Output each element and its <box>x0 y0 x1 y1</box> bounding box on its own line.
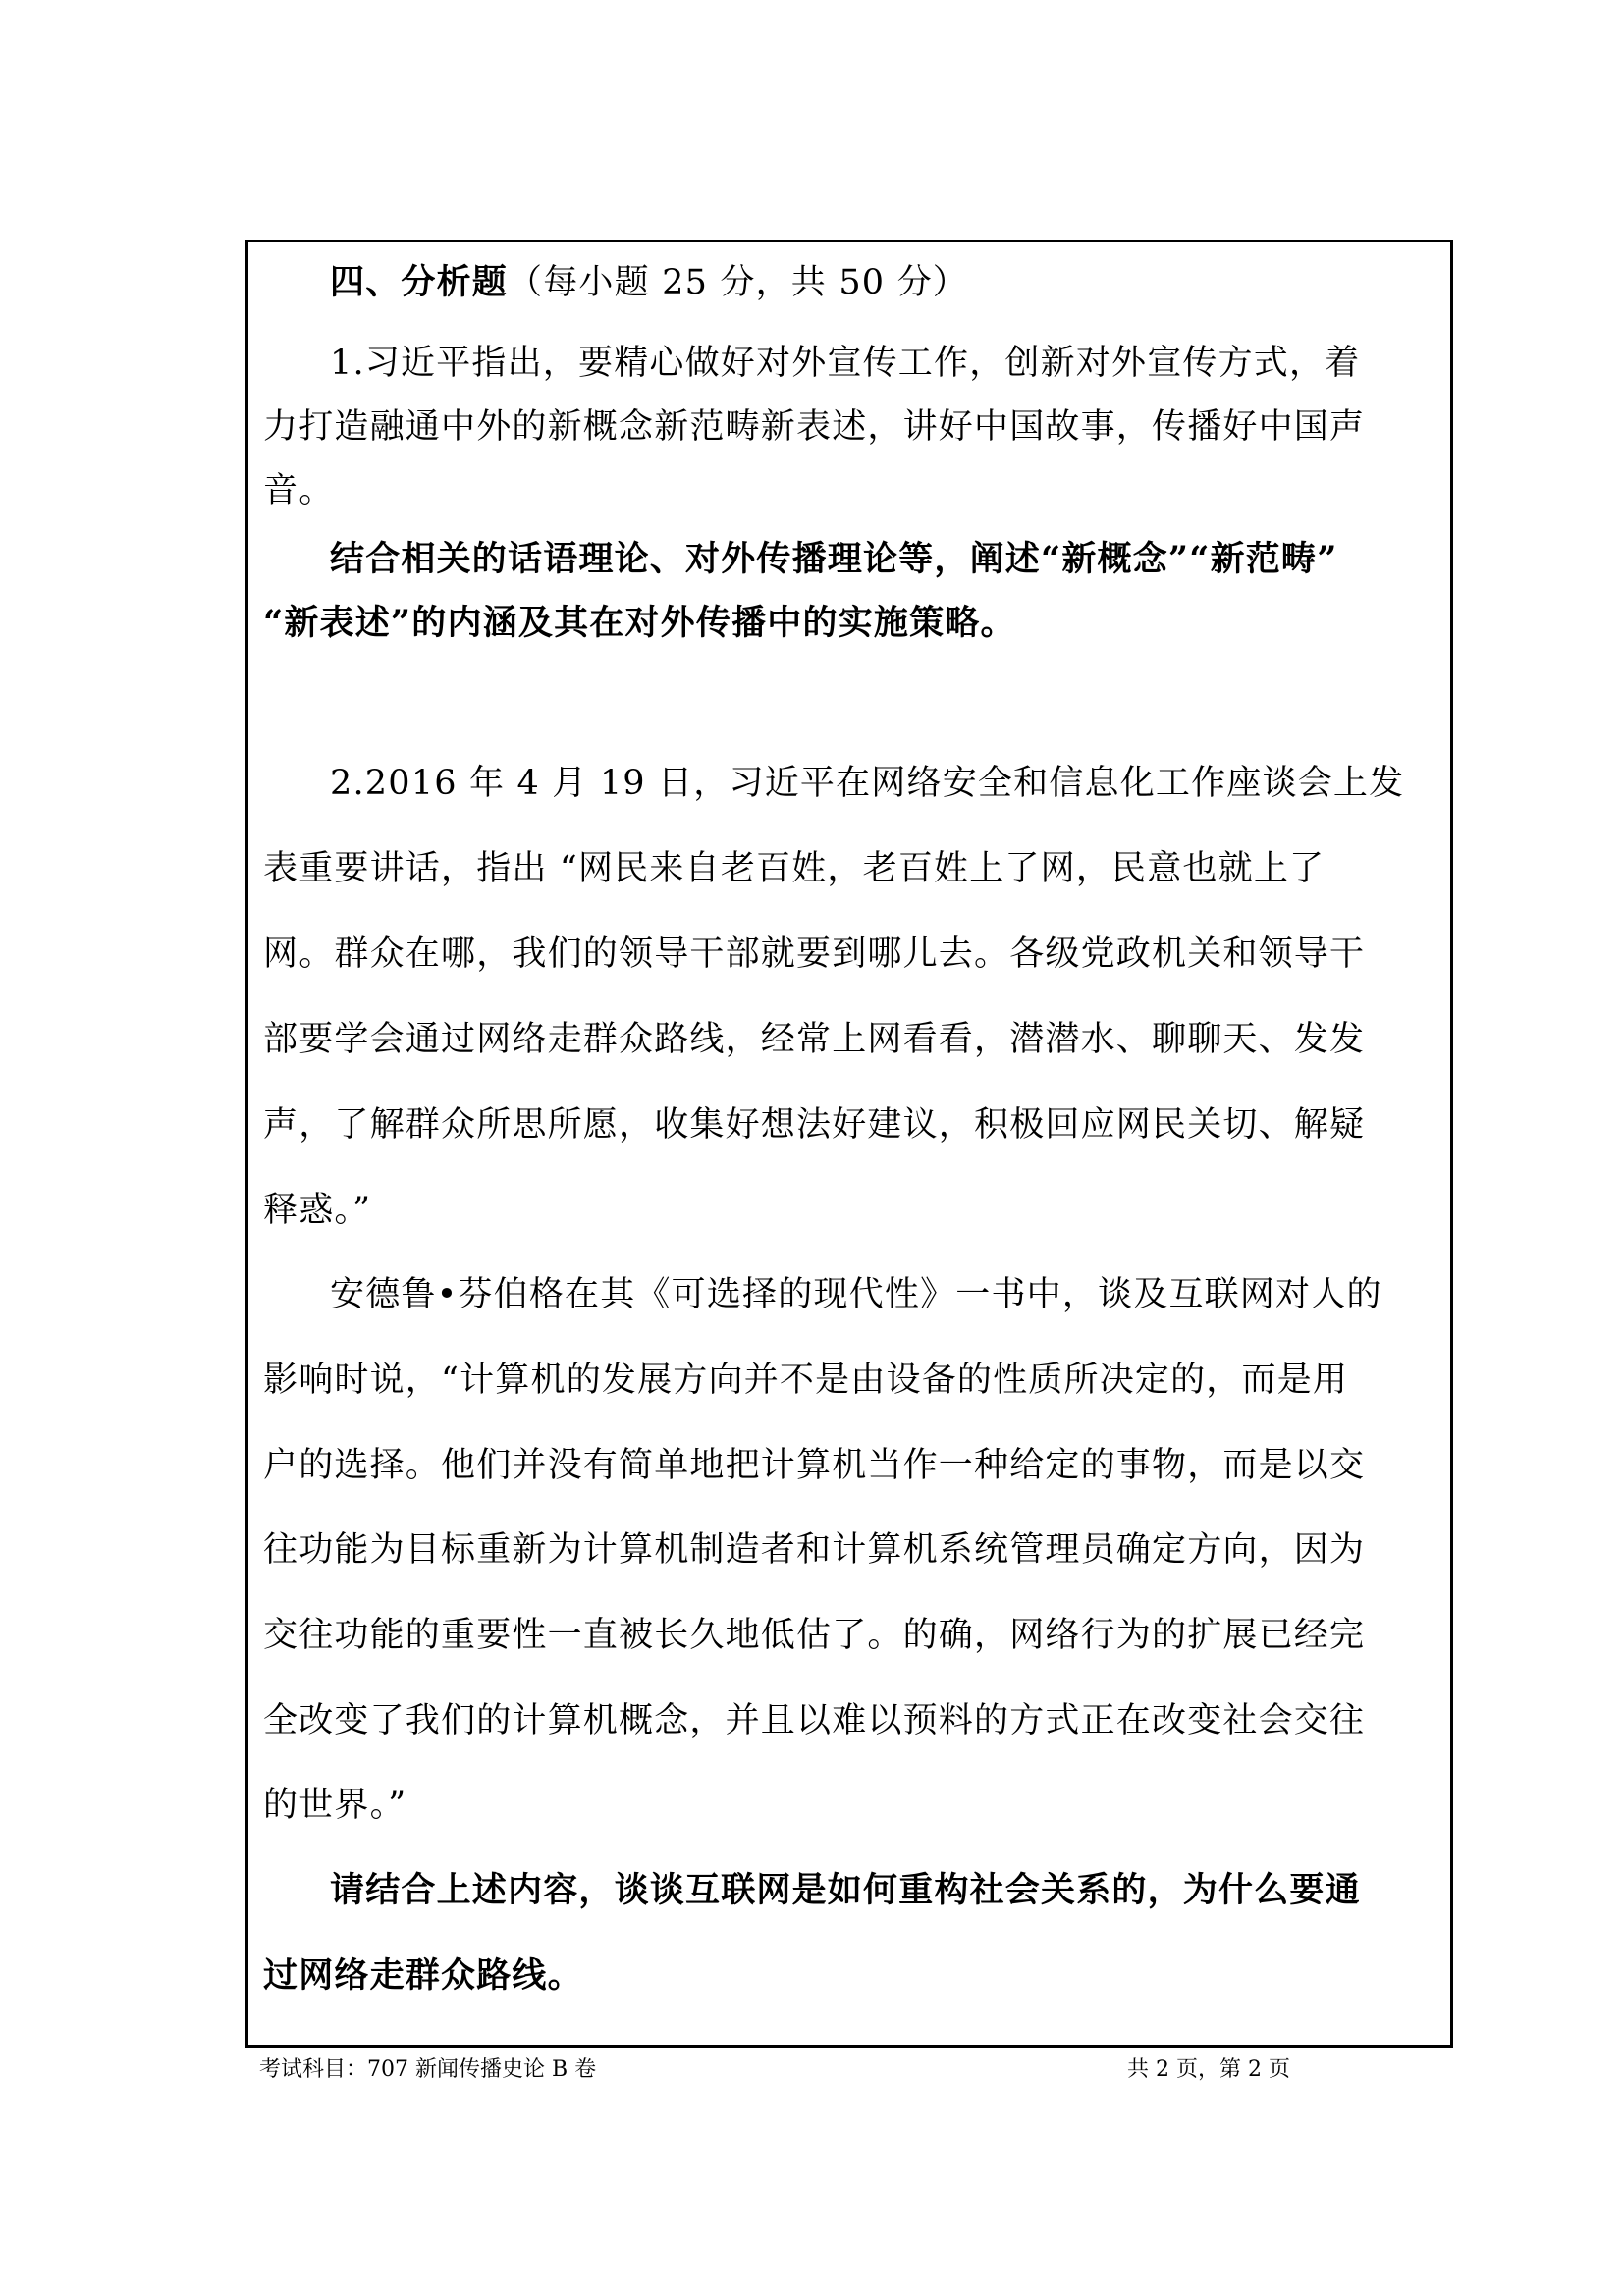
q2-para1-line: 声，了解群众所思所愿，收集好想法好建议，积极回应网民关切、解疑 <box>263 1105 1366 1145</box>
q2-para1-line: 表重要讲话，指出 “网民来自老百姓，老百姓上了网，民意也就上了 <box>263 849 1326 888</box>
q2-para2-line: 交往功能的重要性一直被长久地低估了。的确，网络行为的扩展已经完 <box>263 1616 1366 1655</box>
q2-para1-line: 部要学会通过网络走群众路线，经常上网看看，潜潜水、聊聊天、发发 <box>263 1020 1366 1059</box>
q2-para2-line: 的世界。” <box>263 1786 407 1825</box>
q2-para2-line: 户的选择。他们并没有简单地把计算机当作一种给定的事物，而是以交 <box>263 1446 1366 1485</box>
footer-pagination: 共 2 页，第 2 页 <box>1127 2057 1290 2082</box>
q1-line: 1.习近平指出，要精心做好对外宣传工作，创新对外宣传方式，着 <box>330 344 1361 383</box>
q1-line: 音。 <box>263 471 335 510</box>
section-heading <box>330 261 1519 304</box>
q2-para1-line: 网。群众在哪，我们的领导干部就要到哪儿去。各级党政机关和领导干 <box>263 934 1366 974</box>
q2-para1-line: 2.2016 年 4 月 19 日，习近平在网络安全和信息化工作座谈会上发 <box>330 764 1405 803</box>
q2-para2-line: 安德鲁•芬伯格在其《可选择的现代性》一书中，谈及互联网对人的 <box>330 1275 1382 1314</box>
section-heading-note: （每小题 25 分，共 50 分） <box>508 263 968 302</box>
q2-para2-line: 影响时说，“计算机的发展方向并不是由设备的性质所决定的，而是用 <box>263 1361 1349 1400</box>
q2-para2-line: 全改变了我们的计算机概念，并且以难以预料的方式正在改变社会交往 <box>263 1701 1366 1740</box>
q1-line: 力打造融通中外的新概念新范畴新表述，讲好中国故事，传播好中国声 <box>263 407 1366 447</box>
footer-subject: 考试科目：707 新闻传播史论 B 卷 <box>259 2057 597 2082</box>
q2-para2-line: 往功能为目标重新为计算机制造者和计算机系统管理员确定方向，因为 <box>263 1530 1366 1570</box>
q2-para1-line: 释惑。” <box>263 1191 372 1230</box>
q1-prompt-line: 结合相关的话语理论、对外传播理论等，阐述“新概念”“新范畴” <box>330 539 1338 579</box>
q1-prompt-line: “新表述”的内涵及其在对外传播中的实施策略。 <box>263 603 1016 643</box>
q2-prompt-line: 请结合上述内容，谈谈互联网是如何重构社会关系的，为什么要通 <box>330 1870 1361 1910</box>
section-heading-title: 四、分析题 <box>330 262 509 302</box>
q2-prompt-line: 过网络走群众路线。 <box>263 1955 583 1996</box>
